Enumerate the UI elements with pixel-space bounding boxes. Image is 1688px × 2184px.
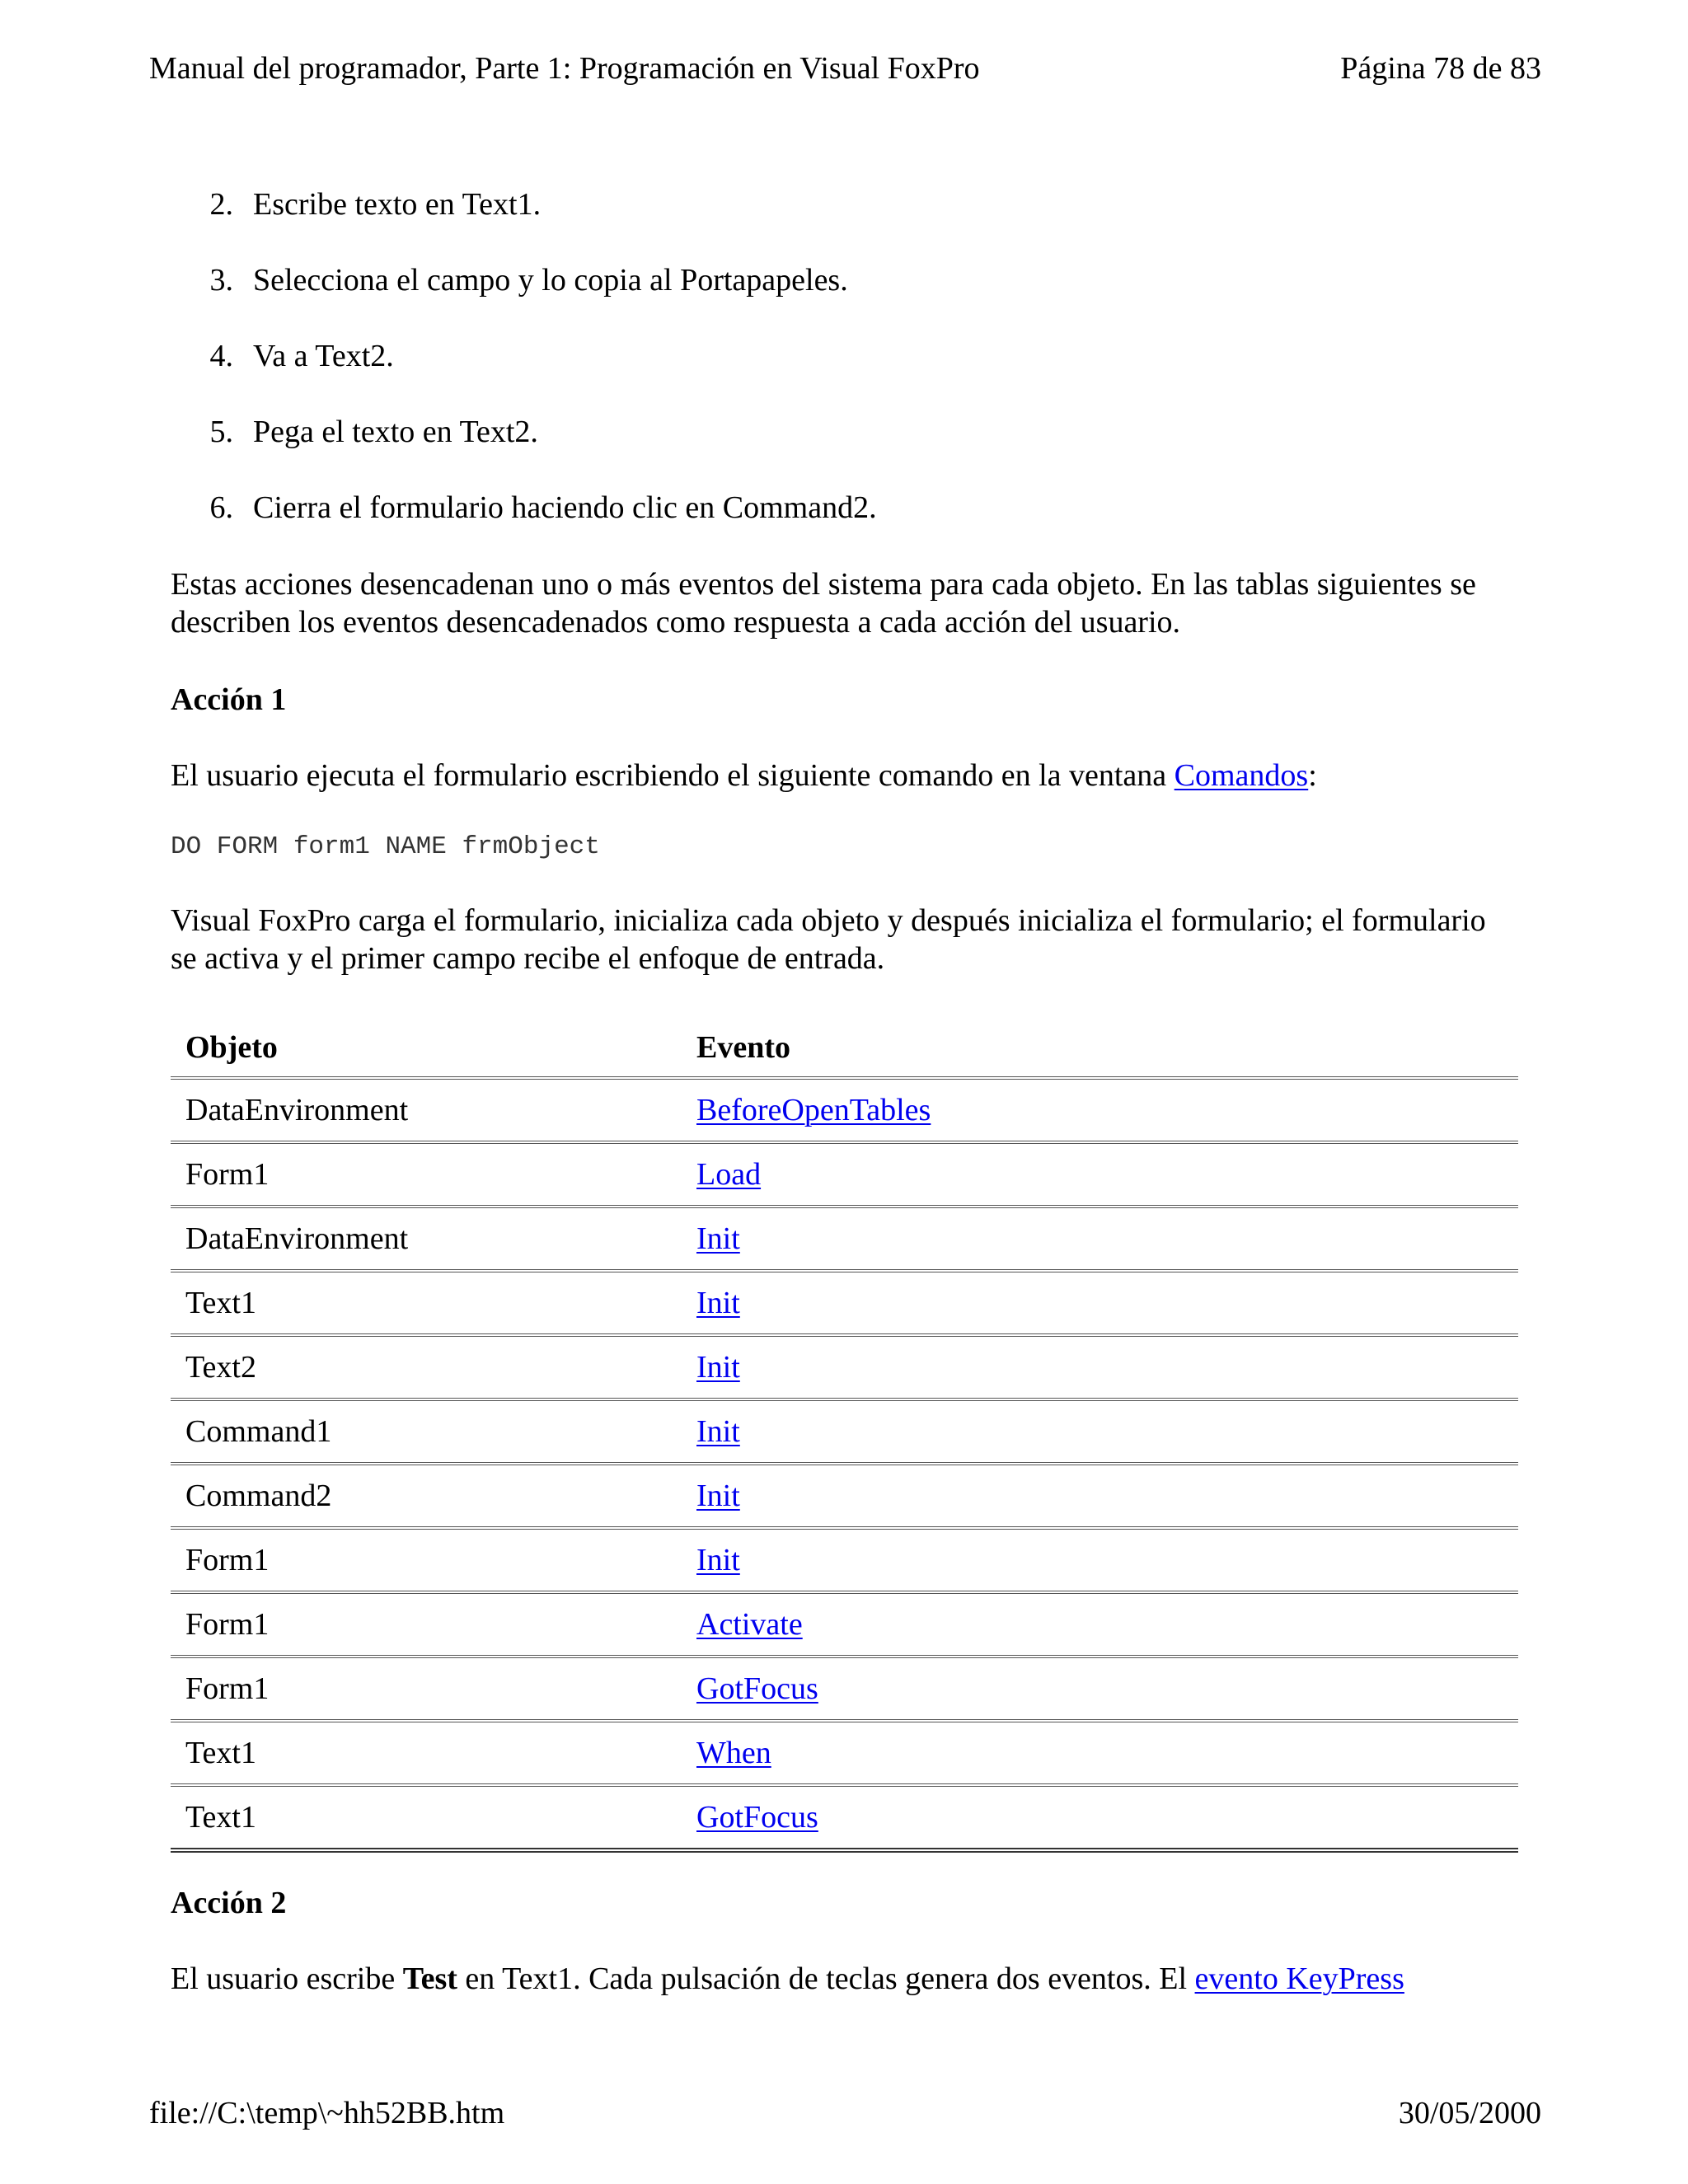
keypress-link[interactable]: evento KeyPress bbox=[1194, 1961, 1404, 1996]
object-cell: Text1 bbox=[171, 1722, 682, 1787]
event-cell bbox=[682, 1530, 1518, 1594]
action1-text-after: : bbox=[1308, 758, 1317, 793]
print-date: 30/05/2000 bbox=[1398, 2096, 1541, 2130]
step-text: Pega el texto en Text2. bbox=[253, 415, 538, 449]
step-number: 3. bbox=[209, 263, 233, 298]
action2-bold-text: Test bbox=[402, 1961, 457, 1996]
table-row bbox=[171, 1658, 1518, 1722]
table-row bbox=[171, 1722, 1518, 1787]
event-link[interactable]: BeforeOpenTables bbox=[696, 1093, 931, 1127]
step-text: Cierra el formulario haciendo clic en Command2. bbox=[253, 490, 877, 525]
page-number: Página 78 de 83 bbox=[1340, 51, 1541, 86]
events-table bbox=[171, 1019, 1518, 1853]
document-title: Manual del programador, Parte 1: Programación en Visual FoxPro bbox=[149, 51, 980, 86]
step-text: Escribe texto en Text1. bbox=[253, 187, 542, 222]
action2-text-middle: en Text1. Cada pulsación de teclas genera dos eventos. El bbox=[457, 1961, 1195, 1996]
event-cell bbox=[682, 1722, 1518, 1787]
event-link[interactable]: Init bbox=[696, 1543, 740, 1577]
column-header-object: Objeto bbox=[171, 1019, 682, 1080]
object-cell: Text1 bbox=[171, 1787, 682, 1853]
event-cell bbox=[682, 1787, 1518, 1853]
table-row bbox=[171, 1272, 1518, 1337]
object-cell: Form1 bbox=[171, 1530, 682, 1594]
event-cell bbox=[682, 1658, 1518, 1722]
event-link[interactable]: GotFocus bbox=[696, 1800, 818, 1835]
table-row bbox=[171, 1080, 1518, 1144]
table-header-row bbox=[171, 1019, 1518, 1080]
table-row bbox=[171, 1465, 1518, 1530]
object-cell: Text2 bbox=[171, 1337, 682, 1401]
event-link[interactable]: Init bbox=[696, 1350, 740, 1385]
step-number: 6. bbox=[209, 490, 233, 525]
object-cell: DataEnvironment bbox=[171, 1208, 682, 1272]
object-cell: DataEnvironment bbox=[171, 1080, 682, 1144]
action1-description bbox=[171, 757, 1518, 794]
table-row bbox=[171, 1530, 1518, 1594]
event-cell bbox=[682, 1594, 1518, 1658]
action1-result: Visual FoxPro carga el formulario, inicializa cada objeto y después inicializa el formulario; el formulario se activa y el primer campo recibe el enfoque de entrada. bbox=[171, 903, 1486, 976]
object-cell: Text1 bbox=[171, 1272, 682, 1337]
table-row bbox=[171, 1208, 1518, 1272]
object-cell: Command1 bbox=[171, 1401, 682, 1465]
event-link[interactable]: When bbox=[696, 1736, 771, 1770]
event-cell bbox=[682, 1272, 1518, 1337]
event-cell bbox=[682, 1144, 1518, 1208]
event-link[interactable]: Load bbox=[696, 1157, 762, 1192]
step-number: 5. bbox=[209, 415, 233, 449]
object-cell: Form1 bbox=[171, 1144, 682, 1208]
table-row bbox=[171, 1594, 1518, 1658]
event-link[interactable]: Init bbox=[696, 1479, 740, 1513]
action2-text-before: El usuario escribe bbox=[171, 1961, 403, 1996]
table-row bbox=[171, 1401, 1518, 1465]
object-cell: Form1 bbox=[171, 1658, 682, 1722]
code-block: DO FORM form1 NAME frmObject bbox=[171, 832, 600, 861]
action1-heading: Acción 1 bbox=[171, 682, 287, 717]
intro-paragraph: Estas acciones desencadenan uno o más eventos del sistema para cada objeto. En las tablas siguientes se describen los eventos desencadenados como respuesta a cada acción del usuario. bbox=[171, 567, 1476, 640]
comandos-link[interactable]: Comandos bbox=[1174, 758, 1309, 793]
step-number: 2. bbox=[209, 187, 233, 222]
event-link[interactable]: Init bbox=[696, 1286, 740, 1320]
table-row bbox=[171, 1144, 1518, 1208]
step-number: 4. bbox=[209, 339, 233, 373]
event-link[interactable]: GotFocus bbox=[696, 1671, 818, 1706]
action2-description bbox=[171, 1960, 1518, 1998]
event-cell bbox=[682, 1208, 1518, 1272]
event-link[interactable]: Init bbox=[696, 1414, 740, 1449]
table-row bbox=[171, 1787, 1518, 1853]
object-cell: Command2 bbox=[171, 1465, 682, 1530]
event-cell bbox=[682, 1401, 1518, 1465]
event-link[interactable]: Activate bbox=[696, 1607, 803, 1642]
event-cell bbox=[682, 1337, 1518, 1401]
step-text: Va a Text2. bbox=[253, 339, 394, 373]
step-text: Selecciona el campo y lo copia al Portapapeles. bbox=[253, 263, 848, 298]
object-cell: Form1 bbox=[171, 1594, 682, 1658]
event-cell bbox=[682, 1080, 1518, 1144]
action2-heading: Acción 2 bbox=[171, 1886, 287, 1920]
event-cell bbox=[682, 1465, 1518, 1530]
file-path: file://C:\temp\~hh52BB.htm bbox=[149, 2096, 505, 2130]
action1-text-before: El usuario ejecuta el formulario escribiendo el siguiente comando en la ventana bbox=[171, 758, 1175, 793]
column-header-event: Evento bbox=[682, 1019, 1518, 1080]
event-link[interactable]: Init bbox=[696, 1221, 740, 1256]
table-row bbox=[171, 1337, 1518, 1401]
